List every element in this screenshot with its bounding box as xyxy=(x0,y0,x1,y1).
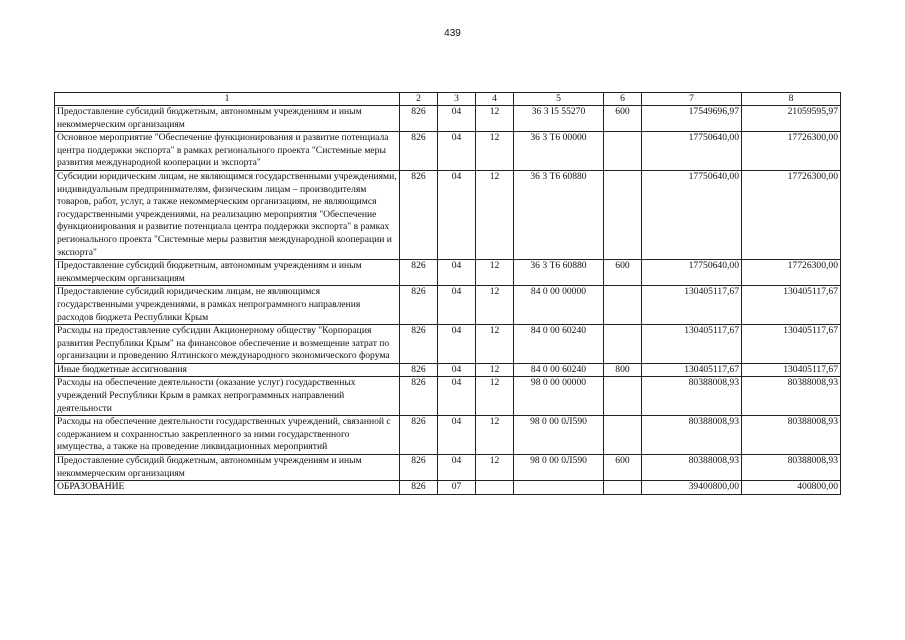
column-header: 6 xyxy=(604,93,642,106)
expense-name-cell: Иные бюджетные ассигнования xyxy=(55,363,400,377)
header-row xyxy=(55,93,841,106)
expense-name-cell: Расходы на обеспечение деятельности государственных учреждений, связанной с содержанием и сохранностью закрепленного за ними государственного имущества, а также на проведение ликвидационных мероприятий xyxy=(55,416,400,455)
expense-name-cell: Расходы на обеспечение деятельности (оказание услуг) государственных учреждений Республики Крым в рамках непрограммных направлений деятельности xyxy=(55,377,400,416)
budget-table xyxy=(54,92,841,495)
ministry-code-cell: 826 xyxy=(400,416,438,455)
column-header: 2 xyxy=(400,93,438,106)
amount-col8-cell: 80388008,93 xyxy=(742,377,841,416)
amount-col7-cell: 130405117,67 xyxy=(642,286,742,325)
amount-col7-cell: 130405117,67 xyxy=(642,363,742,377)
amount-col8-cell: 130405117,67 xyxy=(742,286,841,325)
column-header: 5 xyxy=(514,93,604,106)
amount-col8-cell: 130405117,67 xyxy=(742,363,841,377)
subsection-code-cell: 12 xyxy=(476,170,514,259)
amount-col7-cell: 17750640,00 xyxy=(642,132,742,171)
expense-type-cell: 600 xyxy=(604,260,642,286)
column-header: 8 xyxy=(742,93,841,106)
expense-name-cell: Предоставление субсидий бюджетным, автономным учреждениям и иным некоммерческим организациям xyxy=(55,106,400,132)
expense-type-cell xyxy=(604,481,642,495)
section-code-cell: 04 xyxy=(438,455,476,481)
column-header: 3 xyxy=(438,93,476,106)
ministry-code-cell: 826 xyxy=(400,377,438,416)
expense-name-cell: Основное мероприятие "Обеспечение функционирования и развитие потенциала центра поддержки экспорта" в рамках регионального проекта "Системные меры развития международной кооперации и экспорта" xyxy=(55,132,400,171)
ministry-code-cell: 826 xyxy=(400,106,438,132)
subsection-code-cell: 12 xyxy=(476,377,514,416)
section-code-cell: 04 xyxy=(438,325,476,364)
ministry-code-cell: 826 xyxy=(400,260,438,286)
page-number: 439 xyxy=(444,28,461,39)
amount-col7-cell: 17750640,00 xyxy=(642,170,742,259)
expense-type-cell xyxy=(604,132,642,171)
amount-col8-cell: 21059595,97 xyxy=(742,106,841,132)
expense-name-cell: Субсидии юридическим лицам, не являющимся государственными учреждениями, индивидуальным предпринимателям, физическим лицам – производителям товаров, работ, услуг, а также некоммерческим организациям, не являющимся государственными учреждениями, на реализацию мероприятия "Обеспечение функционирования и развитие потенциала центра поддержки экспорта" в рамках регионального проекта "Системные меры развития международной кооперации и экспорта" xyxy=(55,170,400,259)
ministry-code-cell: 826 xyxy=(400,481,438,495)
expense-type-cell: 800 xyxy=(604,363,642,377)
amount-col8-cell: 17726300,00 xyxy=(742,170,841,259)
table-row xyxy=(55,286,841,325)
section-code-cell: 07 xyxy=(438,481,476,495)
amount-col7-cell: 80388008,93 xyxy=(642,377,742,416)
expense-type-cell xyxy=(604,377,642,416)
amount-col8-cell: 400800,00 xyxy=(742,481,841,495)
table-row xyxy=(55,106,841,132)
expense-type-cell xyxy=(604,170,642,259)
section-code-cell: 04 xyxy=(438,363,476,377)
table-row xyxy=(55,363,841,377)
subsection-code-cell: 12 xyxy=(476,260,514,286)
expense-name-cell: Предоставление субсидий бюджетным, автономным учреждениям и иным некоммерческим организациям xyxy=(55,455,400,481)
ministry-code-cell: 826 xyxy=(400,363,438,377)
expense-type-cell: 600 xyxy=(604,455,642,481)
subsection-code-cell: 12 xyxy=(476,286,514,325)
column-header: 1 xyxy=(55,93,400,106)
target-article-cell: 36 3 I5 55270 xyxy=(514,106,604,132)
ministry-code-cell: 826 xyxy=(400,132,438,171)
target-article-cell xyxy=(514,481,604,495)
expense-type-cell xyxy=(604,286,642,325)
amount-col8-cell: 17726300,00 xyxy=(742,260,841,286)
expense-type-cell xyxy=(604,325,642,364)
section-code-cell: 04 xyxy=(438,416,476,455)
section-code-cell: 04 xyxy=(438,170,476,259)
ministry-code-cell: 826 xyxy=(400,455,438,481)
ministry-code-cell: 826 xyxy=(400,325,438,364)
table-row xyxy=(55,377,841,416)
subsection-code-cell: 12 xyxy=(476,455,514,481)
subsection-code-cell: 12 xyxy=(476,106,514,132)
subsection-code-cell: 12 xyxy=(476,363,514,377)
target-article-cell: 98 0 00 0Л590 xyxy=(514,416,604,455)
target-article-cell: 98 0 00 0Л590 xyxy=(514,455,604,481)
amount-col8-cell: 130405117,67 xyxy=(742,325,841,364)
expense-name-cell: Расходы на предоставление субсидии Акционерному обществу "Корпорация развития Республики Крым" на финансовое обеспечение и возмещение затрат по организации и проведению Ялтинского международного экономического форума xyxy=(55,325,400,364)
subsection-code-cell: 12 xyxy=(476,325,514,364)
table-row xyxy=(55,455,841,481)
expense-type-cell xyxy=(604,416,642,455)
table-row xyxy=(55,481,841,495)
section-code-cell: 04 xyxy=(438,286,476,325)
amount-col8-cell: 80388008,93 xyxy=(742,455,841,481)
amount-col7-cell: 80388008,93 xyxy=(642,455,742,481)
expense-type-cell: 600 xyxy=(604,106,642,132)
target-article-cell: 84 0 00 00000 xyxy=(514,286,604,325)
ministry-code-cell: 826 xyxy=(400,286,438,325)
subsection-code-cell xyxy=(476,481,514,495)
column-header: 4 xyxy=(476,93,514,106)
section-code-cell: 04 xyxy=(438,132,476,171)
amount-col8-cell: 80388008,93 xyxy=(742,416,841,455)
target-article-cell: 84 0 00 60240 xyxy=(514,325,604,364)
table-row xyxy=(55,170,841,259)
ministry-code-cell: 826 xyxy=(400,170,438,259)
target-article-cell: 98 0 00 00000 xyxy=(514,377,604,416)
table-row xyxy=(55,260,841,286)
section-code-cell: 04 xyxy=(438,377,476,416)
subsection-code-cell: 12 xyxy=(476,132,514,171)
subsection-code-cell: 12 xyxy=(476,416,514,455)
target-article-cell: 36 3 Т6 60880 xyxy=(514,260,604,286)
table-row xyxy=(55,416,841,455)
section-code-cell: 04 xyxy=(438,106,476,132)
amount-col8-cell: 17726300,00 xyxy=(742,132,841,171)
column-header: 7 xyxy=(642,93,742,106)
amount-col7-cell: 17549696,97 xyxy=(642,106,742,132)
amount-col7-cell: 39400800,00 xyxy=(642,481,742,495)
table-row xyxy=(55,325,841,364)
target-article-cell: 84 0 00 60240 xyxy=(514,363,604,377)
expense-name-cell: Предоставление субсидий бюджетным, автономным учреждениям и иным некоммерческим организациям xyxy=(55,260,400,286)
amount-col7-cell: 17750640,00 xyxy=(642,260,742,286)
amount-col7-cell: 130405117,67 xyxy=(642,325,742,364)
section-code-cell: 04 xyxy=(438,260,476,286)
amount-col7-cell: 80388008,93 xyxy=(642,416,742,455)
target-article-cell: 36 3 Т6 60880 xyxy=(514,170,604,259)
expense-name-cell: ОБРАЗОВАНИЕ xyxy=(55,481,400,495)
target-article-cell: 36 3 Т6 00000 xyxy=(514,132,604,171)
expense-name-cell: Предоставление субсидий юридическим лицам, не являющимся государственными учреждениями, в рамках непрограммного направления расходов бюджета Республики Крым xyxy=(55,286,400,325)
table-row xyxy=(55,132,841,171)
